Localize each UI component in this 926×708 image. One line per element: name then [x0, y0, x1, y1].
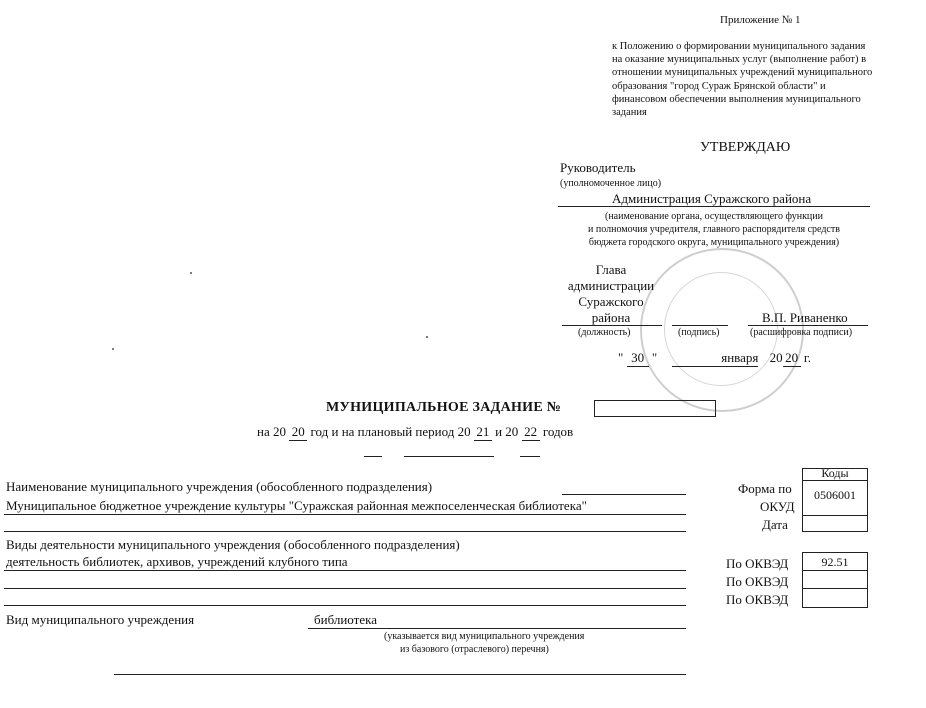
form-label-2: ОКУД [760, 499, 795, 514]
codes-header: Коды [821, 466, 849, 480]
organization-name: Администрация Суражского района [612, 191, 812, 206]
signature-underline [672, 325, 728, 326]
institution-name-extra-line [4, 531, 686, 532]
scan-speck [426, 336, 428, 338]
document-title: МУНИЦИПАЛЬНОЕ ЗАДАНИЕ № [326, 400, 562, 415]
org-caption-1: (наименование органа, осуществляющего функции [605, 211, 823, 222]
period-text-1: на 20 [257, 424, 286, 439]
activity-value: деятельность библиотек, архивов, учреждений клубного типа [6, 554, 348, 569]
okved-label-2: По ОКВЭД [726, 574, 789, 589]
type-underline [308, 628, 686, 629]
date-label: Дата [762, 517, 788, 532]
period-text-4: годов [542, 424, 574, 439]
signatory-underline [748, 325, 868, 326]
type-extra-underline [114, 674, 686, 675]
org-caption-2: и полномочия учредителя, главного распорядителя средств [588, 224, 840, 235]
institution-name-underline [4, 514, 686, 515]
organization-underline [558, 206, 870, 207]
activity-underline-1 [4, 570, 686, 571]
position-line-4: района [591, 310, 631, 325]
institution-name-short-line [562, 494, 686, 495]
signatory-name: В.П. Риваненко [762, 310, 848, 325]
okud-value: 0506001 [814, 488, 856, 502]
period-underline-2 [404, 456, 494, 457]
type-caption-1: (указывается вид муниципального учреждения [384, 631, 585, 642]
okved-cell-3[interactable] [802, 588, 868, 608]
scan-speck [112, 348, 114, 350]
position-underline [562, 325, 662, 326]
type-label: Вид муниципального учреждения [6, 612, 195, 627]
type-caption-2: из базового (отраслевого) перечня) [400, 644, 549, 655]
okved-label-1: По ОКВЭД [726, 556, 789, 571]
period-year-1: 20 [289, 424, 307, 441]
head-label: Руководитель [560, 160, 636, 175]
org-caption-3: бюджета городского округа, муниципального учреждения) [588, 237, 840, 248]
type-value: библиотека [314, 612, 377, 627]
date-year-prefix: 20 [769, 350, 783, 365]
period-year-2: 21 [474, 424, 492, 441]
caption-decoding: (расшифровка подписи) [750, 327, 853, 338]
period-underline-3 [520, 456, 540, 457]
position-line-3: Суражского [578, 294, 644, 309]
period-text-3: и 20 [495, 424, 519, 439]
period-text-2: год и на плановый период 20 [310, 424, 471, 439]
activity-label: Виды деятельности муниципального учреждения (обособленного подразделения) [6, 537, 460, 552]
date-year-suffix: г. [803, 350, 811, 365]
appendix-text: к Положению о формировании муниципального задания на оказание муниципальных услуг (выполнение работ) в отношении муниципальных учреждений муниципального образования "город Сураж Брянской области" и финансовом обеспечении выполнения муниципального задания [612, 41, 873, 119]
position-line-2: администрации [567, 278, 655, 293]
date-day: 30 [627, 350, 649, 367]
period-year-3: 22 [522, 424, 540, 441]
appendix-title: Приложение № 1 [720, 14, 801, 26]
period-line [257, 424, 573, 441]
caption-signature: (подпись) [678, 327, 720, 338]
okved-label-3: По ОКВЭД [726, 592, 789, 607]
scan-speck [190, 272, 192, 274]
head-sub: (уполномоченное лицо) [560, 178, 662, 189]
institution-name-value: Муниципальное бюджетное учреждение культуры "Суражская районная межпоселенческая библиотека" [6, 498, 587, 513]
document-number-box[interactable] [594, 400, 716, 417]
okved-value-1: 92.51 [821, 555, 849, 569]
date-year: 20 [783, 350, 801, 367]
date-quote-open: " [618, 350, 624, 365]
date-quote-close: " [651, 350, 658, 365]
okved-cell-2[interactable] [802, 570, 868, 589]
position-line-1: Глава [595, 262, 627, 277]
period-underline-1 [364, 456, 382, 457]
activity-underline-2 [4, 588, 686, 589]
approval-heading: УТВЕРЖДАЮ [700, 140, 791, 155]
activity-underline-3 [4, 605, 686, 606]
caption-position: (должность) [578, 327, 631, 338]
institution-name-label: Наименование муниципального учреждения (обособленного подразделения) [6, 479, 433, 494]
form-label-1: Форма по [738, 481, 792, 496]
date-month: января [672, 350, 758, 367]
approval-date [618, 350, 811, 367]
date-cell[interactable] [802, 515, 868, 532]
